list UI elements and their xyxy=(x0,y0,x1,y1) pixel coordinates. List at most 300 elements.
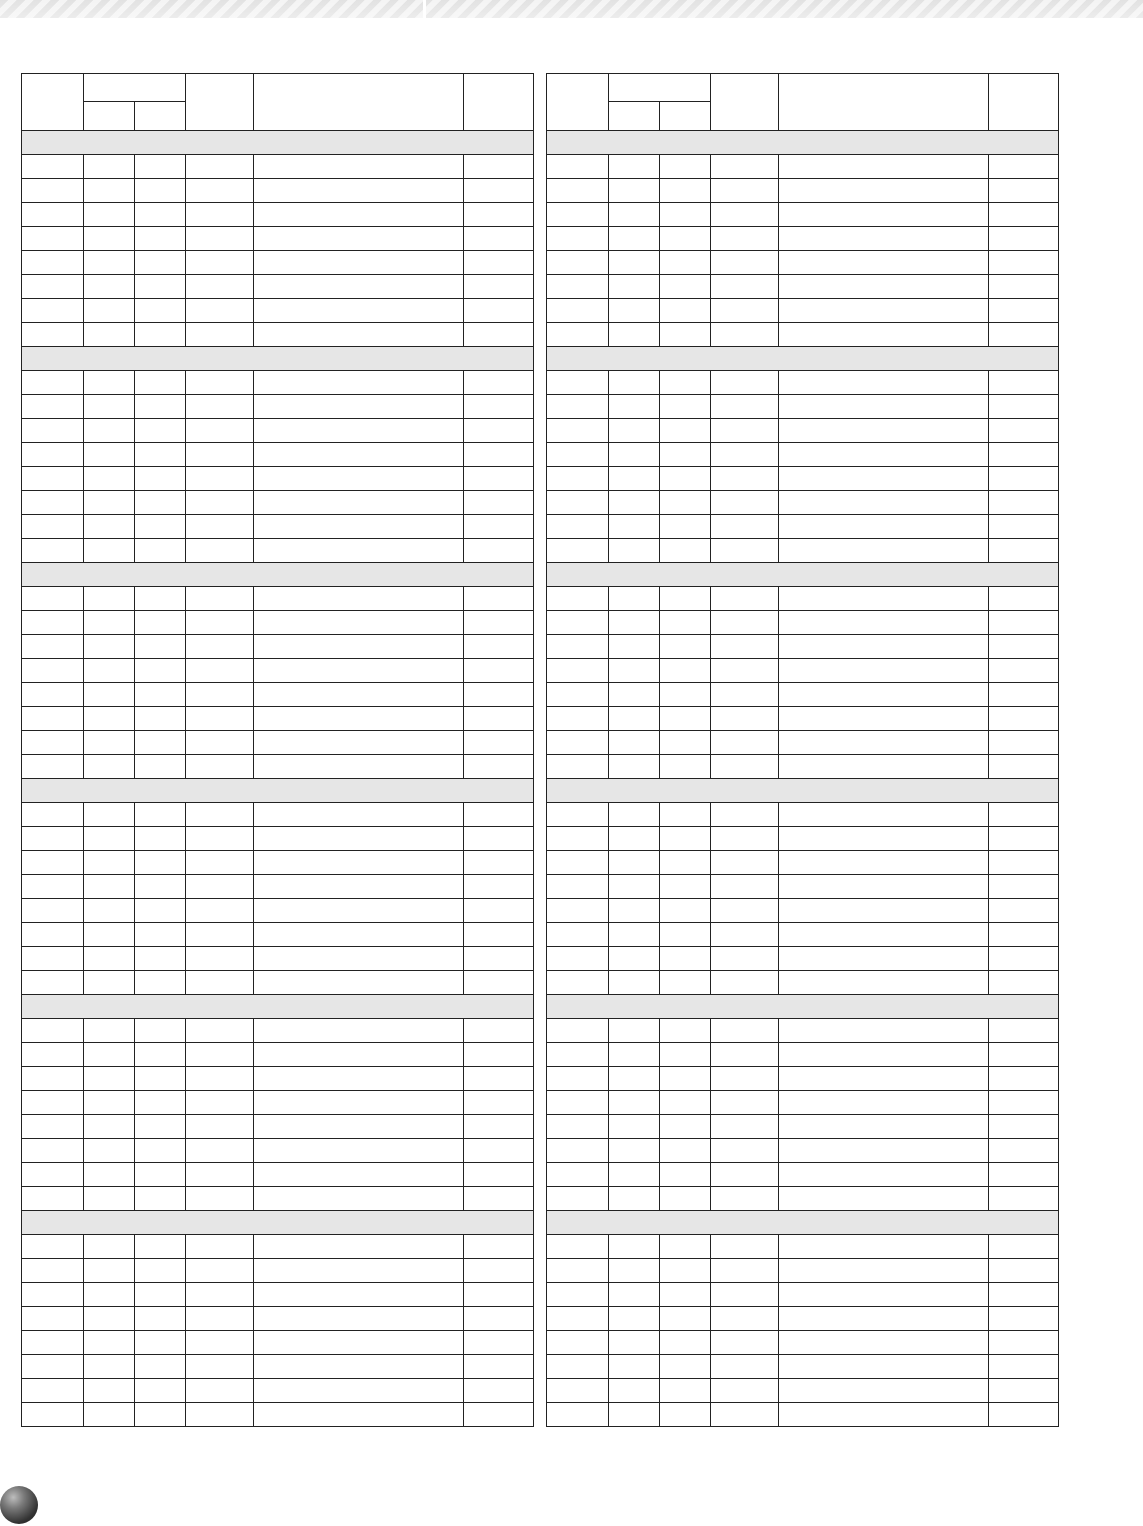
table-cell[interactable] xyxy=(135,467,186,491)
table-cell[interactable] xyxy=(609,395,660,419)
table-cell[interactable] xyxy=(464,251,534,275)
table-cell[interactable] xyxy=(186,875,254,899)
table-cell[interactable] xyxy=(779,419,989,443)
table-cell[interactable] xyxy=(547,1139,609,1163)
table-cell[interactable] xyxy=(547,443,609,467)
table-cell[interactable] xyxy=(464,1187,534,1211)
table-cell[interactable] xyxy=(711,1115,779,1139)
table-cell[interactable] xyxy=(84,395,135,419)
table-cell[interactable] xyxy=(609,227,660,251)
table-cell[interactable] xyxy=(22,587,84,611)
table-cell[interactable] xyxy=(254,659,464,683)
table-cell[interactable] xyxy=(547,467,609,491)
table-cell[interactable] xyxy=(254,1283,464,1307)
table-cell[interactable] xyxy=(989,1355,1059,1379)
table-cell[interactable] xyxy=(989,1379,1059,1403)
table-cell[interactable] xyxy=(609,1139,660,1163)
table-cell[interactable] xyxy=(989,1163,1059,1187)
table-cell[interactable] xyxy=(254,1139,464,1163)
table-cell[interactable] xyxy=(609,1283,660,1307)
table-cell[interactable] xyxy=(22,611,84,635)
table-cell[interactable] xyxy=(609,587,660,611)
table-cell[interactable] xyxy=(464,875,534,899)
table-cell[interactable] xyxy=(779,827,989,851)
table-cell[interactable] xyxy=(22,1163,84,1187)
table-cell[interactable] xyxy=(135,875,186,899)
table-cell[interactable] xyxy=(779,539,989,563)
table-cell[interactable] xyxy=(254,947,464,971)
table-cell[interactable] xyxy=(135,971,186,995)
table-cell[interactable] xyxy=(547,611,609,635)
table-cell[interactable] xyxy=(779,1043,989,1067)
table-cell[interactable] xyxy=(547,323,609,347)
table-cell[interactable] xyxy=(135,803,186,827)
table-cell[interactable] xyxy=(660,803,711,827)
table-cell[interactable] xyxy=(989,683,1059,707)
table-cell[interactable] xyxy=(779,1067,989,1091)
table-cell[interactable] xyxy=(711,1331,779,1355)
table-cell[interactable] xyxy=(660,659,711,683)
table-cell[interactable] xyxy=(135,1403,186,1427)
table-cell[interactable] xyxy=(547,1307,609,1331)
table-cell[interactable] xyxy=(609,203,660,227)
table-cell[interactable] xyxy=(464,1115,534,1139)
table-cell[interactable] xyxy=(779,659,989,683)
table-cell[interactable] xyxy=(609,1019,660,1043)
table-cell[interactable] xyxy=(84,923,135,947)
table-cell[interactable] xyxy=(660,371,711,395)
table-cell[interactable] xyxy=(779,1163,989,1187)
table-cell[interactable] xyxy=(609,635,660,659)
table-cell[interactable] xyxy=(84,1139,135,1163)
table-cell[interactable] xyxy=(135,1187,186,1211)
table-cell[interactable] xyxy=(22,1187,84,1211)
table-cell[interactable] xyxy=(989,179,1059,203)
table-cell[interactable] xyxy=(547,851,609,875)
table-cell[interactable] xyxy=(547,1283,609,1307)
table-cell[interactable] xyxy=(660,1259,711,1283)
table-cell[interactable] xyxy=(84,683,135,707)
table-cell[interactable] xyxy=(464,971,534,995)
table-cell[interactable] xyxy=(989,443,1059,467)
table-cell[interactable] xyxy=(135,1355,186,1379)
table-cell[interactable] xyxy=(186,371,254,395)
table-cell[interactable] xyxy=(84,635,135,659)
table-cell[interactable] xyxy=(711,875,779,899)
table-cell[interactable] xyxy=(779,299,989,323)
table-cell[interactable] xyxy=(254,827,464,851)
table-cell[interactable] xyxy=(22,203,84,227)
table-cell[interactable] xyxy=(609,539,660,563)
table-cell[interactable] xyxy=(186,1403,254,1427)
table-cell[interactable] xyxy=(660,1115,711,1139)
table-cell[interactable] xyxy=(186,851,254,875)
table-cell[interactable] xyxy=(609,1163,660,1187)
table-cell[interactable] xyxy=(609,299,660,323)
table-cell[interactable] xyxy=(711,1307,779,1331)
table-cell[interactable] xyxy=(135,275,186,299)
table-cell[interactable] xyxy=(547,683,609,707)
table-cell[interactable] xyxy=(22,1379,84,1403)
table-cell[interactable] xyxy=(464,1355,534,1379)
table-cell[interactable] xyxy=(711,155,779,179)
table-cell[interactable] xyxy=(711,1259,779,1283)
table-cell[interactable] xyxy=(609,923,660,947)
table-cell[interactable] xyxy=(22,683,84,707)
table-cell[interactable] xyxy=(84,539,135,563)
table-cell[interactable] xyxy=(135,1139,186,1163)
table-cell[interactable] xyxy=(660,203,711,227)
table-cell[interactable] xyxy=(660,1331,711,1355)
table-cell[interactable] xyxy=(84,203,135,227)
table-cell[interactable] xyxy=(779,683,989,707)
table-cell[interactable] xyxy=(186,1043,254,1067)
table-cell[interactable] xyxy=(660,731,711,755)
table-cell[interactable] xyxy=(464,1163,534,1187)
table-cell[interactable] xyxy=(186,1139,254,1163)
table-cell[interactable] xyxy=(547,1043,609,1067)
table-cell[interactable] xyxy=(779,899,989,923)
table-cell[interactable] xyxy=(22,827,84,851)
table-cell[interactable] xyxy=(22,1115,84,1139)
table-cell[interactable] xyxy=(547,1163,609,1187)
table-cell[interactable] xyxy=(186,155,254,179)
table-cell[interactable] xyxy=(254,1355,464,1379)
table-cell[interactable] xyxy=(84,755,135,779)
table-cell[interactable] xyxy=(84,371,135,395)
table-cell[interactable] xyxy=(660,1163,711,1187)
table-cell[interactable] xyxy=(84,179,135,203)
table-cell[interactable] xyxy=(186,395,254,419)
table-cell[interactable] xyxy=(711,1187,779,1211)
table-cell[interactable] xyxy=(779,971,989,995)
table-cell[interactable] xyxy=(711,659,779,683)
table-cell[interactable] xyxy=(135,155,186,179)
table-cell[interactable] xyxy=(547,1091,609,1115)
table-cell[interactable] xyxy=(660,755,711,779)
table-cell[interactable] xyxy=(254,1235,464,1259)
table-cell[interactable] xyxy=(254,971,464,995)
table-cell[interactable] xyxy=(660,1187,711,1211)
table-cell[interactable] xyxy=(135,923,186,947)
table-cell[interactable] xyxy=(22,1043,84,1067)
table-cell[interactable] xyxy=(186,1163,254,1187)
table-cell[interactable] xyxy=(609,1091,660,1115)
table-cell[interactable] xyxy=(660,683,711,707)
table-cell[interactable] xyxy=(84,419,135,443)
table-cell[interactable] xyxy=(254,1187,464,1211)
table-cell[interactable] xyxy=(711,491,779,515)
table-cell[interactable] xyxy=(989,1067,1059,1091)
table-cell[interactable] xyxy=(989,1139,1059,1163)
table-cell[interactable] xyxy=(609,1403,660,1427)
table-cell[interactable] xyxy=(22,1259,84,1283)
table-cell[interactable] xyxy=(989,1307,1059,1331)
table-cell[interactable] xyxy=(660,1379,711,1403)
table-cell[interactable] xyxy=(711,1235,779,1259)
table-cell[interactable] xyxy=(779,443,989,467)
table-cell[interactable] xyxy=(464,155,534,179)
table-cell[interactable] xyxy=(254,1067,464,1091)
table-cell[interactable] xyxy=(22,179,84,203)
table-cell[interactable] xyxy=(135,203,186,227)
table-cell[interactable] xyxy=(609,1331,660,1355)
table-cell[interactable] xyxy=(135,1379,186,1403)
table-cell[interactable] xyxy=(547,227,609,251)
table-cell[interactable] xyxy=(711,251,779,275)
table-cell[interactable] xyxy=(547,275,609,299)
table-cell[interactable] xyxy=(254,923,464,947)
table-cell[interactable] xyxy=(989,1331,1059,1355)
table-cell[interactable] xyxy=(84,275,135,299)
table-cell[interactable] xyxy=(84,707,135,731)
table-cell[interactable] xyxy=(547,731,609,755)
table-cell[interactable] xyxy=(186,1259,254,1283)
table-cell[interactable] xyxy=(186,755,254,779)
table-cell[interactable] xyxy=(254,275,464,299)
table-cell[interactable] xyxy=(989,611,1059,635)
table-cell[interactable] xyxy=(711,515,779,539)
table-cell[interactable] xyxy=(186,323,254,347)
table-cell[interactable] xyxy=(989,755,1059,779)
table-cell[interactable] xyxy=(186,947,254,971)
table-cell[interactable] xyxy=(660,971,711,995)
table-cell[interactable] xyxy=(660,1019,711,1043)
table-cell[interactable] xyxy=(22,1067,84,1091)
table-cell[interactable] xyxy=(609,731,660,755)
table-cell[interactable] xyxy=(660,1307,711,1331)
table-cell[interactable] xyxy=(779,155,989,179)
table-cell[interactable] xyxy=(609,659,660,683)
table-cell[interactable] xyxy=(711,1091,779,1115)
table-cell[interactable] xyxy=(254,1091,464,1115)
table-cell[interactable] xyxy=(135,1067,186,1091)
table-cell[interactable] xyxy=(254,1403,464,1427)
table-cell[interactable] xyxy=(135,1331,186,1355)
table-cell[interactable] xyxy=(464,1043,534,1067)
table-cell[interactable] xyxy=(609,755,660,779)
table-cell[interactable] xyxy=(186,1307,254,1331)
table-cell[interactable] xyxy=(464,275,534,299)
table-cell[interactable] xyxy=(254,731,464,755)
table-cell[interactable] xyxy=(989,467,1059,491)
table-cell[interactable] xyxy=(779,1019,989,1043)
table-cell[interactable] xyxy=(779,323,989,347)
table-cell[interactable] xyxy=(254,443,464,467)
table-cell[interactable] xyxy=(22,971,84,995)
table-cell[interactable] xyxy=(711,539,779,563)
table-cell[interactable] xyxy=(135,611,186,635)
table-cell[interactable] xyxy=(464,515,534,539)
table-cell[interactable] xyxy=(464,707,534,731)
table-cell[interactable] xyxy=(464,1307,534,1331)
table-cell[interactable] xyxy=(547,1403,609,1427)
table-cell[interactable] xyxy=(989,1091,1059,1115)
table-cell[interactable] xyxy=(547,707,609,731)
table-cell[interactable] xyxy=(84,971,135,995)
table-cell[interactable] xyxy=(989,1187,1059,1211)
table-cell[interactable] xyxy=(84,515,135,539)
table-cell[interactable] xyxy=(660,1139,711,1163)
table-cell[interactable] xyxy=(547,299,609,323)
table-cell[interactable] xyxy=(989,1403,1059,1427)
table-cell[interactable] xyxy=(84,1163,135,1187)
table-cell[interactable] xyxy=(779,227,989,251)
table-cell[interactable] xyxy=(254,251,464,275)
table-cell[interactable] xyxy=(711,443,779,467)
table-cell[interactable] xyxy=(254,875,464,899)
table-cell[interactable] xyxy=(22,443,84,467)
table-cell[interactable] xyxy=(711,803,779,827)
table-cell[interactable] xyxy=(779,275,989,299)
table-cell[interactable] xyxy=(84,803,135,827)
table-cell[interactable] xyxy=(660,275,711,299)
table-cell[interactable] xyxy=(254,851,464,875)
table-cell[interactable] xyxy=(84,155,135,179)
table-cell[interactable] xyxy=(609,899,660,923)
table-cell[interactable] xyxy=(711,587,779,611)
table-cell[interactable] xyxy=(711,467,779,491)
table-cell[interactable] xyxy=(22,635,84,659)
table-cell[interactable] xyxy=(135,1259,186,1283)
table-cell[interactable] xyxy=(84,251,135,275)
table-cell[interactable] xyxy=(989,395,1059,419)
table-cell[interactable] xyxy=(609,827,660,851)
table-cell[interactable] xyxy=(186,659,254,683)
table-cell[interactable] xyxy=(989,323,1059,347)
table-cell[interactable] xyxy=(186,179,254,203)
table-cell[interactable] xyxy=(660,467,711,491)
table-cell[interactable] xyxy=(989,1019,1059,1043)
table-cell[interactable] xyxy=(711,635,779,659)
table-cell[interactable] xyxy=(547,155,609,179)
table-cell[interactable] xyxy=(135,179,186,203)
table-cell[interactable] xyxy=(186,1379,254,1403)
table-cell[interactable] xyxy=(660,491,711,515)
table-cell[interactable] xyxy=(22,1283,84,1307)
table-cell[interactable] xyxy=(464,1283,534,1307)
table-cell[interactable] xyxy=(22,875,84,899)
table-cell[interactable] xyxy=(464,1379,534,1403)
table-cell[interactable] xyxy=(84,1259,135,1283)
table-cell[interactable] xyxy=(779,707,989,731)
table-cell[interactable] xyxy=(660,299,711,323)
table-cell[interactable] xyxy=(186,251,254,275)
table-cell[interactable] xyxy=(464,1067,534,1091)
table-cell[interactable] xyxy=(989,1235,1059,1259)
table-cell[interactable] xyxy=(660,395,711,419)
table-cell[interactable] xyxy=(779,947,989,971)
table-cell[interactable] xyxy=(135,395,186,419)
table-cell[interactable] xyxy=(254,899,464,923)
table-cell[interactable] xyxy=(186,467,254,491)
table-cell[interactable] xyxy=(609,947,660,971)
table-cell[interactable] xyxy=(84,1115,135,1139)
table-cell[interactable] xyxy=(779,1187,989,1211)
table-cell[interactable] xyxy=(84,1283,135,1307)
table-cell[interactable] xyxy=(660,227,711,251)
table-cell[interactable] xyxy=(989,923,1059,947)
table-cell[interactable] xyxy=(135,587,186,611)
table-cell[interactable] xyxy=(989,707,1059,731)
table-cell[interactable] xyxy=(84,899,135,923)
table-cell[interactable] xyxy=(989,1115,1059,1139)
table-cell[interactable] xyxy=(186,299,254,323)
table-cell[interactable] xyxy=(609,1259,660,1283)
table-cell[interactable] xyxy=(22,659,84,683)
table-cell[interactable] xyxy=(186,611,254,635)
table-cell[interactable] xyxy=(609,875,660,899)
table-cell[interactable] xyxy=(135,851,186,875)
table-cell[interactable] xyxy=(711,1139,779,1163)
table-cell[interactable] xyxy=(464,419,534,443)
table-cell[interactable] xyxy=(711,395,779,419)
table-cell[interactable] xyxy=(186,971,254,995)
table-cell[interactable] xyxy=(989,299,1059,323)
table-cell[interactable] xyxy=(547,1019,609,1043)
table-cell[interactable] xyxy=(464,227,534,251)
table-cell[interactable] xyxy=(186,899,254,923)
table-cell[interactable] xyxy=(547,659,609,683)
table-cell[interactable] xyxy=(660,155,711,179)
table-cell[interactable] xyxy=(989,851,1059,875)
table-cell[interactable] xyxy=(135,1043,186,1067)
table-cell[interactable] xyxy=(660,611,711,635)
table-cell[interactable] xyxy=(254,299,464,323)
table-cell[interactable] xyxy=(779,1235,989,1259)
table-cell[interactable] xyxy=(84,1355,135,1379)
table-cell[interactable] xyxy=(779,1307,989,1331)
table-cell[interactable] xyxy=(609,707,660,731)
table-cell[interactable] xyxy=(22,515,84,539)
table-cell[interactable] xyxy=(711,827,779,851)
table-cell[interactable] xyxy=(660,1235,711,1259)
table-cell[interactable] xyxy=(989,659,1059,683)
table-cell[interactable] xyxy=(464,851,534,875)
table-cell[interactable] xyxy=(609,443,660,467)
table-cell[interactable] xyxy=(22,851,84,875)
table-cell[interactable] xyxy=(135,515,186,539)
table-cell[interactable] xyxy=(84,1043,135,1067)
table-cell[interactable] xyxy=(609,971,660,995)
table-cell[interactable] xyxy=(186,1235,254,1259)
table-cell[interactable] xyxy=(989,875,1059,899)
table-cell[interactable] xyxy=(464,635,534,659)
table-cell[interactable] xyxy=(989,275,1059,299)
table-cell[interactable] xyxy=(186,1331,254,1355)
table-cell[interactable] xyxy=(464,683,534,707)
table-cell[interactable] xyxy=(779,203,989,227)
table-cell[interactable] xyxy=(711,731,779,755)
table-cell[interactable] xyxy=(547,899,609,923)
table-cell[interactable] xyxy=(135,227,186,251)
table-cell[interactable] xyxy=(609,1187,660,1211)
table-cell[interactable] xyxy=(254,1307,464,1331)
table-cell[interactable] xyxy=(660,179,711,203)
table-cell[interactable] xyxy=(711,179,779,203)
table-cell[interactable] xyxy=(464,803,534,827)
table-cell[interactable] xyxy=(135,755,186,779)
table-cell[interactable] xyxy=(84,659,135,683)
table-cell[interactable] xyxy=(135,827,186,851)
table-cell[interactable] xyxy=(135,1091,186,1115)
table-cell[interactable] xyxy=(660,1283,711,1307)
table-cell[interactable] xyxy=(464,1019,534,1043)
table-cell[interactable] xyxy=(22,371,84,395)
table-cell[interactable] xyxy=(660,323,711,347)
table-cell[interactable] xyxy=(22,419,84,443)
table-cell[interactable] xyxy=(609,275,660,299)
